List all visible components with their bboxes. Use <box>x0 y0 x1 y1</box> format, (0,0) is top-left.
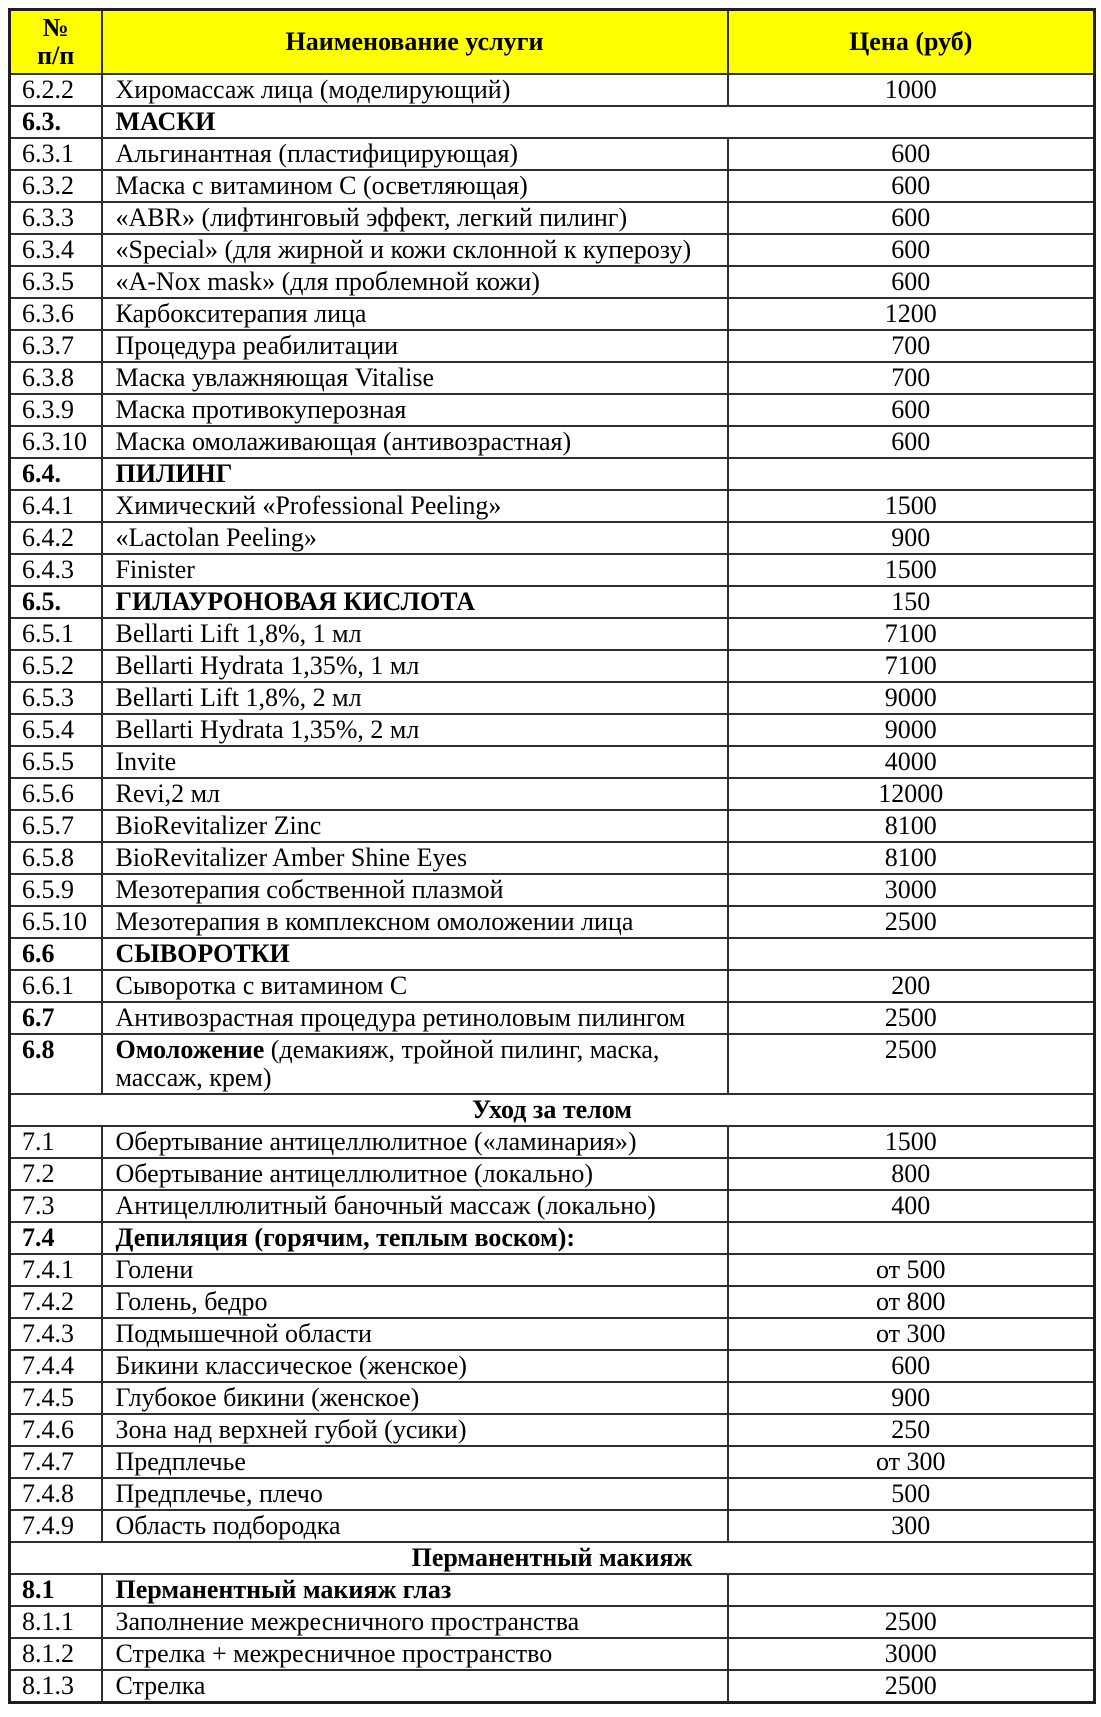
service-name-cell: Антивозрастная процедура ретиноловым пилингом <box>102 1002 728 1034</box>
row-number-cell: 7.4.3 <box>10 1318 102 1350</box>
table-row <box>10 426 1095 458</box>
service-name-cell: Химический «Professional Peeling» <box>102 490 728 522</box>
row-number-cell: 8.1.1 <box>10 1606 102 1638</box>
row-number-cell: 7.4.2 <box>10 1286 102 1318</box>
price-cell: 600 <box>728 138 1095 170</box>
price-cell: 3000 <box>728 1638 1095 1670</box>
price-cell: 600 <box>728 170 1095 202</box>
service-name-cell: Стрелка + межресничное пространство <box>102 1638 728 1670</box>
service-name-cell: Обертывание антицеллюлитное (локально) <box>102 1158 728 1190</box>
price-table-body <box>10 74 1095 1703</box>
row-number-cell: 6.5.9 <box>10 874 102 906</box>
price-cell: 700 <box>728 330 1095 362</box>
row-number-cell: 7.4.5 <box>10 1382 102 1414</box>
table-row <box>10 714 1095 746</box>
service-name-cell: ПИЛИНГ <box>102 458 728 490</box>
service-name-cell: Invite <box>102 746 728 778</box>
service-name-cell: Маска противокуперозная <box>102 394 728 426</box>
row-number-cell: 6.5.3 <box>10 682 102 714</box>
service-name-cell: BioRevitalizer Amber Shine Eyes <box>102 842 728 874</box>
row-number-cell: 6.3.10 <box>10 426 102 458</box>
service-name-cell: Bellarti Hydrata 1,35%, 1 мл <box>102 650 728 682</box>
table-row <box>10 138 1095 170</box>
service-name-cell: МАСКИ <box>102 106 1095 138</box>
price-cell: 250 <box>728 1414 1095 1446</box>
price-cell <box>728 1222 1095 1254</box>
table-row <box>10 1638 1095 1670</box>
table-row <box>10 1318 1095 1350</box>
row-number-cell: 8.1.2 <box>10 1638 102 1670</box>
row-number-cell: 6.3.6 <box>10 298 102 330</box>
service-name-cell: Голени <box>102 1254 728 1286</box>
price-cell: 500 <box>728 1478 1095 1510</box>
row-number-cell: 6.3. <box>10 106 102 138</box>
service-name-cell: Заполнение межресничного пространства <box>102 1606 728 1638</box>
table-row <box>10 266 1095 298</box>
price-cell: от 500 <box>728 1254 1095 1286</box>
table-row <box>10 1254 1095 1286</box>
service-name-cell: Предплечье <box>102 1446 728 1478</box>
table-row <box>10 970 1095 1002</box>
price-cell: 200 <box>728 970 1095 1002</box>
table-row <box>10 330 1095 362</box>
table-row <box>10 170 1095 202</box>
table-row <box>10 1158 1095 1190</box>
service-name-cell: «ABR» (лифтинговый эффект, легкий пилинг) <box>102 202 728 234</box>
table-row <box>10 522 1095 554</box>
service-name-cell: Зона над верхней губой (усики) <box>102 1414 728 1446</box>
table-row <box>10 458 1095 490</box>
service-name-cell: «Lactolan Peeling» <box>102 522 728 554</box>
row-number-cell: 6.4.1 <box>10 490 102 522</box>
service-name-cell: Омоложение (демакияж, тройной пилинг, маска, массаж, крем) <box>102 1034 728 1094</box>
service-name-cell: Bellarti Lift 1,8%, 1 мл <box>102 618 728 650</box>
service-name-cell: Бикини классическое (женское) <box>102 1350 728 1382</box>
service-name-cell: Bellarti Lift 1,8%, 2 мл <box>102 682 728 714</box>
table-row <box>10 1382 1095 1414</box>
table-row <box>10 650 1095 682</box>
header-row <box>10 10 1095 75</box>
price-cell: 1000 <box>728 74 1095 106</box>
service-name-cell: Стрелка <box>102 1670 728 1703</box>
row-number-cell: 6.4.2 <box>10 522 102 554</box>
row-number-cell: 6.5.7 <box>10 810 102 842</box>
row-number-cell: 6.5.8 <box>10 842 102 874</box>
row-number-cell: 7.4.4 <box>10 1350 102 1382</box>
table-row <box>10 1606 1095 1638</box>
table-row <box>10 810 1095 842</box>
service-name-cell: Bellarti Hydrata 1,35%, 2 мл <box>102 714 728 746</box>
table-row <box>10 1478 1095 1510</box>
service-name-cell: Глубокое бикини (женское) <box>102 1382 728 1414</box>
price-cell: 900 <box>728 1382 1095 1414</box>
price-cell: 2500 <box>728 1606 1095 1638</box>
service-name-cell: Мезотерапия собственной плазмой <box>102 874 728 906</box>
category-row <box>10 1542 1095 1574</box>
table-row <box>10 618 1095 650</box>
service-name-cell: Revi,2 мл <box>102 778 728 810</box>
table-row <box>10 874 1095 906</box>
row-number-cell: 7.4.6 <box>10 1414 102 1446</box>
table-row <box>10 298 1095 330</box>
row-number-cell: 6.5.4 <box>10 714 102 746</box>
price-cell: 2500 <box>728 1002 1095 1034</box>
row-number-cell: 6.5.1 <box>10 618 102 650</box>
row-number-cell: 7.1 <box>10 1126 102 1158</box>
row-number-cell: 6.3.2 <box>10 170 102 202</box>
table-row <box>10 1446 1095 1478</box>
row-number-cell: 6.3.9 <box>10 394 102 426</box>
table-row <box>10 842 1095 874</box>
table-row <box>10 1670 1095 1703</box>
row-number-cell: 7.2 <box>10 1158 102 1190</box>
table-row <box>10 1126 1095 1158</box>
service-name-cell: ГИЛАУРОНОВАЯ КИСЛОТА <box>102 586 728 618</box>
service-name-cell: Карбокситерапия лица <box>102 298 728 330</box>
service-name-lead: Омоложение <box>115 1035 265 1064</box>
service-name-cell: Маска с витамином С (осветляющая) <box>102 170 728 202</box>
price-cell: 1200 <box>728 298 1095 330</box>
price-cell: 4000 <box>728 746 1095 778</box>
service-name-cell: Депиляция (горячим, теплым воском): <box>102 1222 728 1254</box>
row-number-cell: 6.4. <box>10 458 102 490</box>
price-cell: 150 <box>728 586 1095 618</box>
price-cell: 1500 <box>728 1126 1095 1158</box>
category-row <box>10 1094 1095 1126</box>
row-number-cell: 7.4.9 <box>10 1510 102 1542</box>
table-row <box>10 1034 1095 1094</box>
price-cell: 600 <box>728 266 1095 298</box>
table-row <box>10 490 1095 522</box>
service-name-cell: Перманентный макияж глаз <box>102 1574 728 1606</box>
table-row <box>10 394 1095 426</box>
row-number-cell: 6.7 <box>10 1002 102 1034</box>
row-number-cell: 7.4.8 <box>10 1478 102 1510</box>
table-row <box>10 1286 1095 1318</box>
table-row <box>10 202 1095 234</box>
row-number-cell: 8.1 <box>10 1574 102 1606</box>
price-cell: 2500 <box>728 1670 1095 1703</box>
row-number-cell: 6.3.7 <box>10 330 102 362</box>
service-name-cell: Обертывание антицеллюлитное («ламинария») <box>102 1126 728 1158</box>
table-row <box>10 1002 1095 1034</box>
table-row <box>10 746 1095 778</box>
price-cell: 9000 <box>728 714 1095 746</box>
price-cell: 7100 <box>728 650 1095 682</box>
price-cell: 600 <box>728 394 1095 426</box>
price-cell: 1500 <box>728 490 1095 522</box>
header-cell-number <box>10 10 102 75</box>
table-row <box>10 906 1095 938</box>
table-row <box>10 1222 1095 1254</box>
price-cell <box>728 458 1095 490</box>
row-number-cell: 6.5.6 <box>10 778 102 810</box>
row-number-cell: 7.3 <box>10 1190 102 1222</box>
service-name-cell: Антицеллюлитный баночный массаж (локально) <box>102 1190 728 1222</box>
table-row <box>10 1350 1095 1382</box>
price-cell: 800 <box>728 1158 1095 1190</box>
table-row <box>10 586 1095 618</box>
price-cell: от 800 <box>728 1286 1095 1318</box>
row-number-cell: 6.8 <box>10 1034 102 1094</box>
service-name-cell: СЫВОРОТКИ <box>102 938 728 970</box>
row-number-cell: 6.5.5 <box>10 746 102 778</box>
service-name-cell: Подмышечной области <box>102 1318 728 1350</box>
row-number-cell: 6.3.4 <box>10 234 102 266</box>
row-number-cell: 6.3.3 <box>10 202 102 234</box>
service-name-cell: Маска омолаживающая (антивозрастная) <box>102 426 728 458</box>
row-number-cell: 6.4.3 <box>10 554 102 586</box>
row-number-cell: 7.4.7 <box>10 1446 102 1478</box>
row-number-cell: 6.6 <box>10 938 102 970</box>
price-cell <box>728 938 1095 970</box>
row-number-cell: 6.3.5 <box>10 266 102 298</box>
header-cell-price: Цена (руб) <box>728 10 1095 75</box>
service-name-cell: Мезотерапия в комплексном омоложении лица <box>102 906 728 938</box>
table-row <box>10 74 1095 106</box>
price-cell: 1500 <box>728 554 1095 586</box>
header-cell-service-name: Наименование услуги <box>102 10 728 75</box>
price-table <box>8 8 1096 1704</box>
price-cell: 9000 <box>728 682 1095 714</box>
service-name-cell: «Special» (для жирной и кожи склонной к куперозу) <box>102 234 728 266</box>
service-name-cell: Хиромассаж лица (моделирующий) <box>102 74 728 106</box>
table-row <box>10 362 1095 394</box>
table-row <box>10 234 1095 266</box>
price-cell: 8100 <box>728 810 1095 842</box>
row-number-cell: 6.3.1 <box>10 138 102 170</box>
price-cell <box>728 1574 1095 1606</box>
table-row <box>10 778 1095 810</box>
table-row <box>10 1190 1095 1222</box>
row-number-cell: 6.5. <box>10 586 102 618</box>
price-cell: 400 <box>728 1190 1095 1222</box>
table-row <box>10 106 1095 138</box>
row-number-cell: 6.5.10 <box>10 906 102 938</box>
row-number-cell: 6.5.2 <box>10 650 102 682</box>
service-name-cell: «A-Nox mask» (для проблемной кожи) <box>102 266 728 298</box>
row-number-cell: 6.6.1 <box>10 970 102 1002</box>
row-number-cell: 6.2.2 <box>10 74 102 106</box>
price-cell: 600 <box>728 202 1095 234</box>
service-name-cell: Альгинантная (пластифицирующая) <box>102 138 728 170</box>
service-name-cell: Область подбородка <box>102 1510 728 1542</box>
price-cell: 12000 <box>728 778 1095 810</box>
service-name-cell: Предплечье, плечо <box>102 1478 728 1510</box>
row-number-cell: 7.4.1 <box>10 1254 102 1286</box>
price-cell: 8100 <box>728 842 1095 874</box>
price-cell: от 300 <box>728 1446 1095 1478</box>
row-number-cell: 6.3.8 <box>10 362 102 394</box>
price-cell: 900 <box>728 522 1095 554</box>
row-number-cell: 7.4 <box>10 1222 102 1254</box>
price-cell: 2500 <box>728 1034 1095 1094</box>
header-number-line1: № <box>42 13 69 42</box>
price-cell: от 300 <box>728 1318 1095 1350</box>
service-name-cell: Finister <box>102 554 728 586</box>
service-name-cell: Маска увлажняющая Vitalise <box>102 362 728 394</box>
table-row <box>10 938 1095 970</box>
row-number-cell: 8.1.3 <box>10 1670 102 1703</box>
price-cell: 600 <box>728 1350 1095 1382</box>
header-number-line2: п/п <box>37 41 75 70</box>
service-name-cell: Процедура реабилитации <box>102 330 728 362</box>
table-row <box>10 682 1095 714</box>
category-title: Уход за телом <box>10 1094 1095 1126</box>
service-name-cell: BioRevitalizer Zinc <box>102 810 728 842</box>
service-name-cell: Сыворотка с витамином С <box>102 970 728 1002</box>
service-name-cell: Голень, бедро <box>102 1286 728 1318</box>
price-cell: 600 <box>728 234 1095 266</box>
price-cell: 3000 <box>728 874 1095 906</box>
price-cell: 7100 <box>728 618 1095 650</box>
price-cell: 700 <box>728 362 1095 394</box>
price-cell: 600 <box>728 426 1095 458</box>
price-cell: 300 <box>728 1510 1095 1542</box>
category-title: Перманентный макияж <box>10 1542 1095 1574</box>
price-table-header <box>10 10 1095 75</box>
price-cell: 2500 <box>728 906 1095 938</box>
table-row <box>10 554 1095 586</box>
table-row <box>10 1510 1095 1542</box>
table-row <box>10 1574 1095 1606</box>
table-row <box>10 1414 1095 1446</box>
